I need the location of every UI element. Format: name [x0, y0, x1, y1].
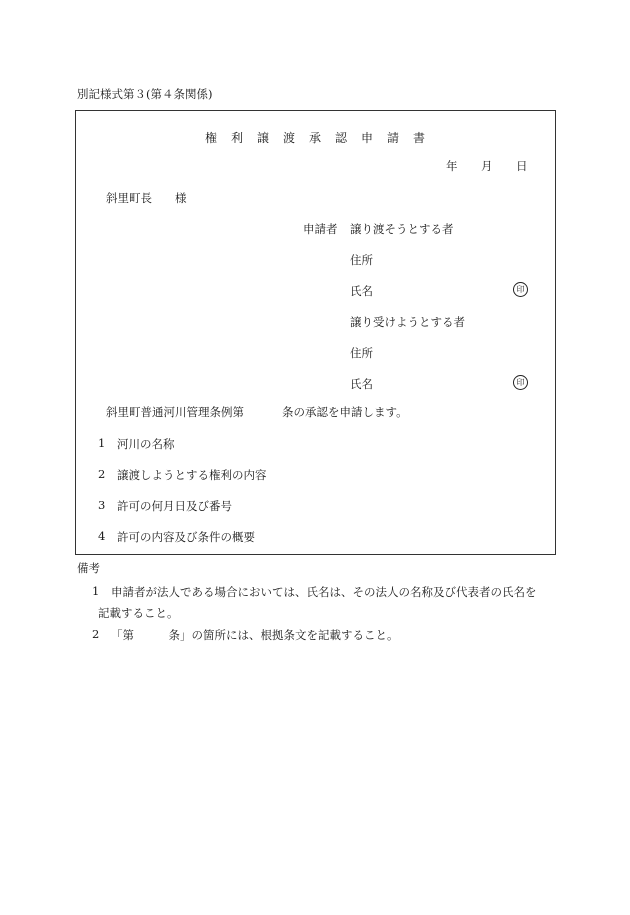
transferee-address-label: 住所: [350, 346, 373, 360]
note-text: 「第 条」の箇所には、根拠条文を記載すること。: [111, 628, 399, 642]
applicant-label: 申請者: [303, 222, 338, 236]
request-statement-part1: 斜里町普通河川管理条例第: [106, 405, 244, 419]
addressee-honorific: 様: [175, 191, 187, 205]
date-day-label: 日: [516, 159, 528, 173]
transferee-name-label: 氏名: [350, 377, 373, 391]
note-number: 1: [92, 584, 100, 598]
list-item: 河川の名称: [117, 437, 175, 451]
addressee: 斜里町長: [106, 191, 152, 205]
note-text-continued: 記載すること。: [98, 606, 179, 620]
application-form-box: [75, 110, 556, 555]
note-number: 2: [92, 627, 100, 641]
list-item-number: 2: [98, 467, 106, 481]
date-month-label: 月: [481, 159, 493, 173]
list-item-number: 3: [98, 498, 106, 512]
transferor-label: 譲り渡そうとする者: [350, 222, 454, 236]
transferor-name-label: 氏名: [350, 284, 373, 298]
list-item: 許可の内容及び条件の概要: [117, 530, 255, 544]
form-reference: 別記様式第３(第４条関係): [77, 87, 213, 101]
list-item-number: 1: [98, 436, 106, 450]
list-item: 許可の何月日及び番号: [117, 499, 232, 513]
form-title: 権利譲渡承認申請書: [204, 131, 439, 145]
seal-icon: 印: [513, 375, 528, 390]
note-text: 申請者が法人である場合においては、氏名は、その法人の名称及び代表者の氏名を: [111, 585, 537, 599]
list-item-number: 4: [98, 529, 106, 543]
list-item: 譲渡しようとする権利の内容: [117, 468, 267, 482]
remarks-heading: 備考: [77, 561, 100, 575]
request-statement-part2: 条の承認を申請します。: [282, 405, 408, 419]
transferee-label: 譲り受けようとする者: [350, 315, 465, 329]
date-year-label: 年: [446, 159, 458, 173]
transferor-address-label: 住所: [350, 253, 373, 267]
seal-icon: 印: [513, 282, 528, 297]
